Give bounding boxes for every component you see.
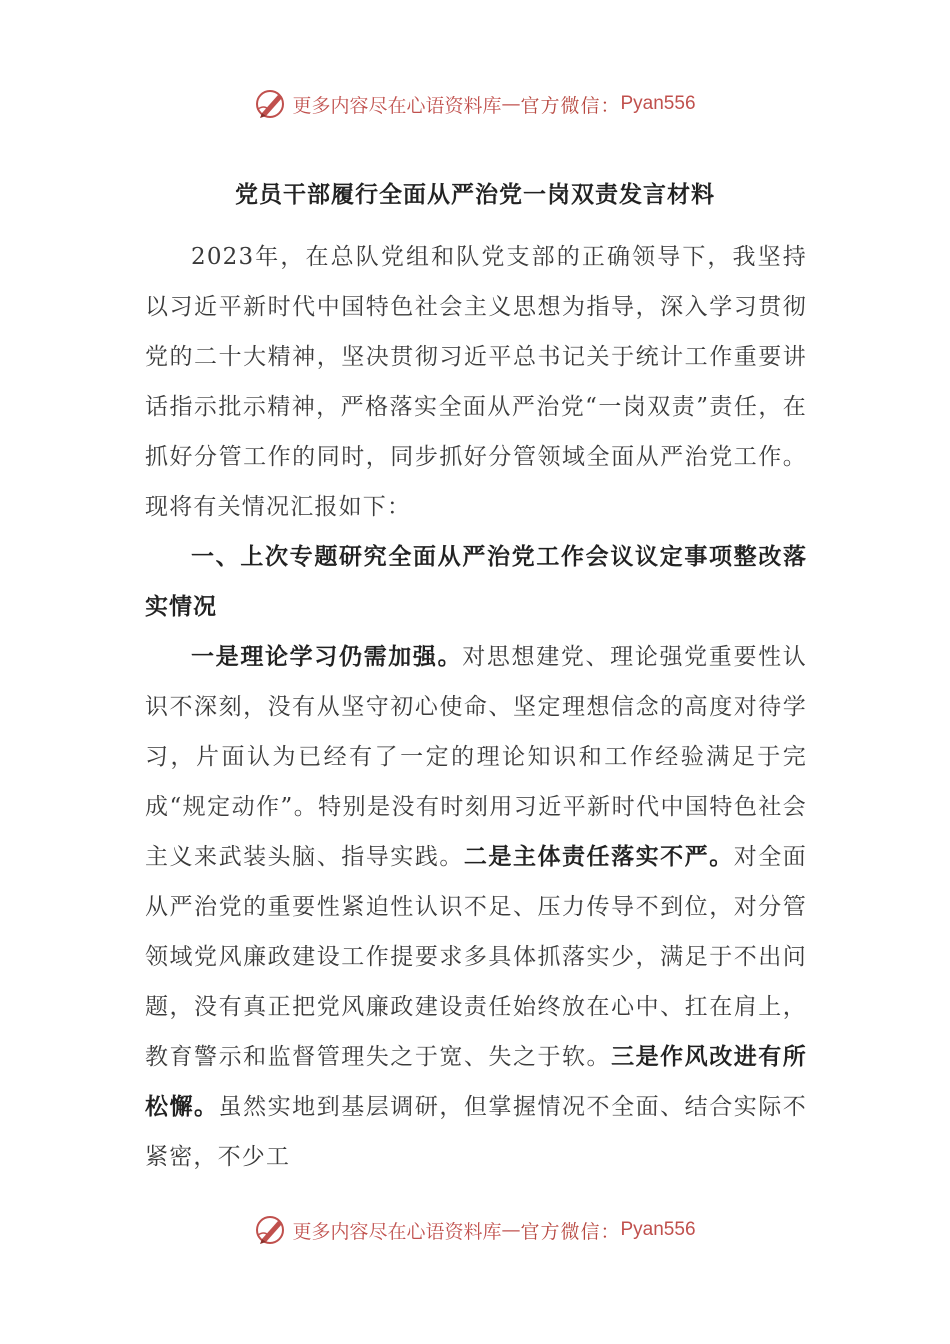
point1-body: 对思想建党、理论强党重要性认识不深刻，没有从坚守初心使命、坚定理想信念的高度对待学习，片面认为已经有了一定的理论知识和工作经验满足于完成“规定动作”。特别是没有时刻用习近平新时代中国特色社会主义来武装头脑、指导实践。 <box>145 644 807 870</box>
page-title: 党员干部履行全面从严治党一岗双责发言材料 <box>235 182 715 208</box>
point3-lead: 三是作风改进有所松懈。 <box>145 1044 807 1120</box>
section-heading: 一、上次专题研究全面从严治党工作会议议定事项整改落实情况 <box>145 544 807 620</box>
pen-logo-icon <box>254 1213 288 1247</box>
watermark-banner-bottom <box>0 1212 950 1248</box>
points-paragraph <box>145 632 807 1182</box>
watermark-main-text: 更多内容尽在心语资料库 <box>292 1220 502 1243</box>
watermark-main-text: 更多内容尽在心语资料库 <box>292 94 502 117</box>
point3-body: 虽然实地到基层调研，但掌握情况不全面、结合实际不紧密，不少工 <box>145 1094 807 1170</box>
intro-paragraph: 2023年，在总队党组和队党支部的正确领导下，我坚持以习近平新时代中国特色社会主义思想为指导，深入学习贯彻党的二十大精神，坚决贯彻习近平总书记关于统计工作重要讲话指示批示精神，严格落实全面从严治党“一岗双责”责任，在抓好分管工作的同时，同步抓好分管领域全面从严治党工作。现将有关情况汇报如下： <box>145 244 807 520</box>
point1-lead: 一是理论学习仍需加强。 <box>191 644 463 670</box>
watermark-official-label: 官方微信： <box>520 94 621 117</box>
watermark-separator: — <box>501 1219 521 1241</box>
watermark-separator: — <box>501 93 521 115</box>
watermark-official-label: 官方微信： <box>520 1220 621 1243</box>
document-body <box>145 232 807 1182</box>
watermark-wechat-id: Pyan556 <box>620 93 696 114</box>
watermark-banner-top <box>0 86 950 122</box>
pen-logo-icon <box>254 87 288 121</box>
point2-body: 对全面从严治党的重要性紧迫性认识不足、压力传导不到位，对分管领域党风廉政建设工作提要求多具体抓落实少，满足于不出问题，没有真正把党风廉政建设责任始终放在心中、扛在肩上，教育警示和监督管理失之于宽、失之于软。 <box>145 844 807 1070</box>
point2-lead: 二是主体责任落实不严。 <box>463 844 734 870</box>
watermark-wechat-id: Pyan556 <box>620 1219 696 1240</box>
